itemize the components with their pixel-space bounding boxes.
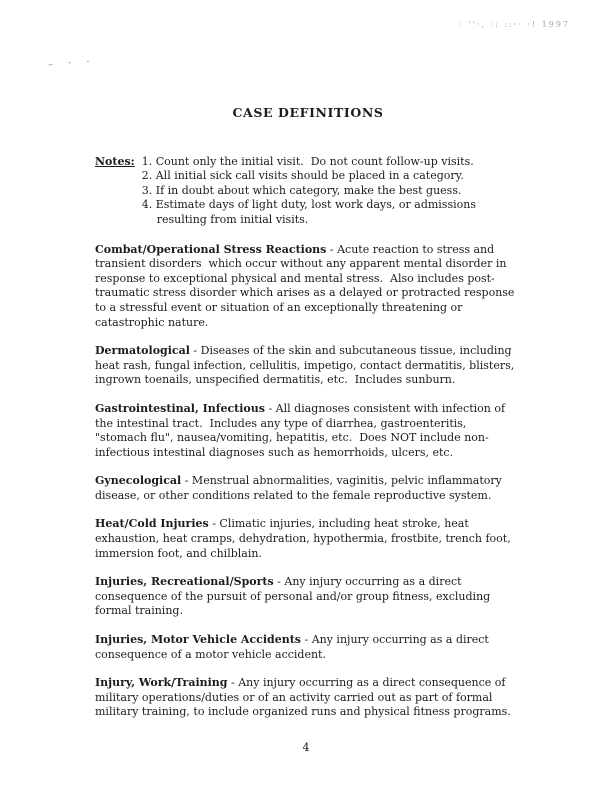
note-item-2: 2. All initial sick call visits should be placed in a category.	[141, 169, 464, 183]
definition-injuries-recreational	[95, 575, 521, 619]
definition-term: Heat/Cold Injuries	[95, 517, 209, 531]
definition-body: - Acute reaction to stress and transient disorders which occur without any apparent mental disorder in response to exceptional physical and mental stress. Also includes post-traumatic stress disorder which arises as a delayed or protracted response to a stressful event or situation of an exceptionally threatening or catastrophic nature.	[95, 242, 518, 329]
definition-body: - Diseases of the skin and subcutaneous tissue, including heat rash, fungal infection, cellulitis, impetigo, contact dermatitis, blisters, ingrown toenails, unspecified dermatitis, etc. Includes sunburn.	[95, 344, 518, 387]
definition-body: - Climatic injuries, including heat stroke, heat exhaustion, heat cramps, dehydration, hypothermia, frostbite, trench foot, immersion foot, and chilblain.	[95, 517, 515, 560]
definition-term: Gynecological	[95, 474, 182, 488]
definition-gynecological	[95, 474, 521, 503]
definition-body: - Any injury occurring as a direct consequence of a motor vehicle accident.	[95, 633, 493, 661]
definition-body: - All diagnoses consistent with infection of the intestinal tract. Includes any type of diarrhea, gastroenteritis, "stomach flu", nausea/vomiting, hepatitis, etc. Does NOT include non-infectious intestinal diagnoses such as hemorrhoids, ulcers, etc.	[95, 401, 509, 459]
definition-term: Combat/Operational Stress Reactions	[95, 242, 327, 256]
definition-term: Injuries, Motor Vehicle Accidents	[95, 633, 301, 647]
note-item-3: 3. If in doubt about which category, make the best guess.	[141, 183, 462, 197]
definition-term: Dermatological	[95, 344, 190, 358]
date-stamp: · ''·, ·: ::·· ·! 1997	[459, 20, 570, 29]
definition-combat-stress	[95, 243, 521, 331]
definition-term: Gastrointestinal, Infectious	[95, 401, 265, 415]
definition-dermatological	[95, 344, 521, 388]
note-item-4: 4. Estimate days of light duty, lost work days, or admissions resulting from initial visits.	[141, 198, 480, 226]
document-content	[95, 106, 521, 734]
page-title: CASE DEFINITIONS	[232, 105, 384, 120]
notes-section	[95, 155, 521, 228]
definition-heat-cold-injuries	[95, 517, 521, 561]
definition-gastrointestinal	[95, 402, 521, 460]
definition-body: - Any injury occurring as a direct consequence of the pursuit of personal and/or group fitness, excluding formal training.	[95, 575, 494, 618]
notes-list	[142, 155, 521, 228]
definition-injuries-motor-vehicle	[95, 633, 521, 662]
notes-label: Notes:	[95, 154, 135, 168]
definition-body: - Any injury occurring as a direct consequence of military operations/duties or of an activity carried out as part of formal military training, to include organized runs and physical fitness programs.	[95, 676, 511, 719]
pen-mark: – · ·	[47, 56, 97, 71]
definition-body: - Menstrual abnormalities, vaginitis, pelvic inflammatory disease, or other conditions related to the female reproductive system.	[95, 474, 506, 502]
page-number: 4	[302, 741, 310, 754]
note-item-1: 1. Count only the initial visit. Do not count follow-up visits.	[141, 154, 474, 168]
definition-term: Injury, Work/Training	[95, 676, 228, 690]
definition-term: Injuries, Recreational/Sports	[95, 575, 274, 589]
definition-injury-work-training	[95, 676, 521, 720]
